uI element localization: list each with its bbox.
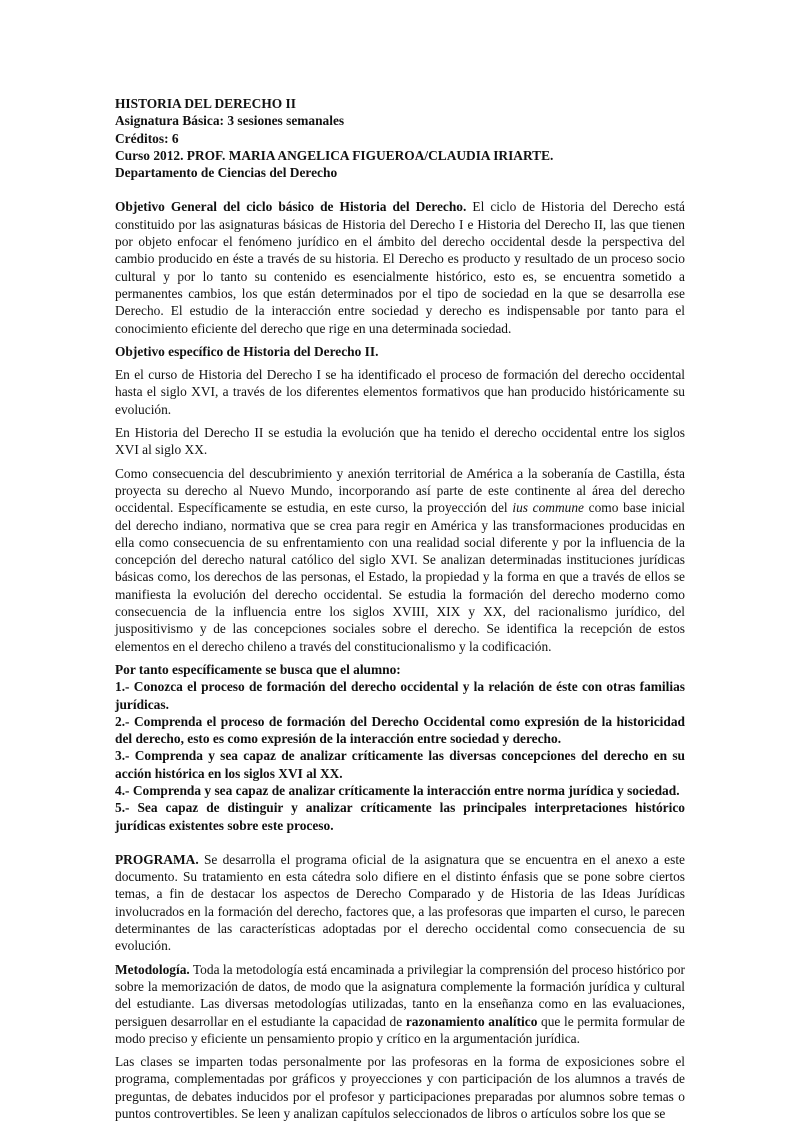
course-professors: Curso 2012. PROF. MARIA ANGELICA FIGUEROA/CLAUDIA IRIARTE. [115, 147, 554, 163]
specific-paragraph-3-start: Como consecuencia del descubrimiento y anexión territorial de América a la soberanía de Castilla, ésta proyecta su derecho al Nuevo Mundo, incorporando así parte de este continente al área del derecho occidental. Específicamente se estudia, en este curso, la proyección del [115, 465, 685, 516]
general-objective-heading: Objetivo General del ciclo básico de Historia del Derecho. [115, 199, 467, 215]
course-header [115, 95, 685, 181]
objective-item: 5.- Sea capaz de distinguir y analizar críticamente las principales interpretaciones histórico jurídicas existentes sobre este proceso. [115, 800, 685, 833]
objectives-list [115, 661, 685, 834]
objective-item: 4.- Comprenda y sea capaz de analizar críticamente la interacción entre norma jurídica y sociedad. [115, 782, 680, 798]
course-credits: Créditos: 6 [115, 130, 179, 146]
objective-item: 1.- Conozca el proceso de formación del derecho occidental y la relación de éste con otras familias jurídicas. [115, 679, 685, 712]
specific-paragraph-3 [115, 465, 685, 655]
programa-paragraph [115, 851, 685, 955]
metodologia-heading: Metodología. [115, 961, 190, 977]
specific-paragraph-2: En Historia del Derecho II se estudia la evolución que ha tenido el derecho occidental entre los siglos XVI al siglo XX. [115, 425, 685, 458]
programa-heading: PROGRAMA. [115, 851, 199, 867]
metodologia-text-start: Toda la metodología está encaminada a privilegiar la comprensión del proceso histórico por sobre la memorización de datos, de modo que la asignatura complemente la formación jurídica y cultural del estudiante. Las diversas metodologías utilizadas, tanto en la enseñanza como en las evaluaciones, persiguen desarrollar en el estudiante la capacidad de [115, 961, 685, 1029]
objective-item: 2.- Comprenda el proceso de formación del Derecho Occidental como expresión de la historicidad del derecho, esto es como expresión de la interacción entre sociedad y derecho. [115, 713, 685, 747]
general-objective-text: El ciclo de Historia del Derecho está constituido por las asignaturas básicas de Historia del Derecho I e Historia del Derecho II, las que tienen por objeto enfocar el fenómeno jurídico en el ámbito del derecho occidental desde la perspectiva del cambio producido en éste a través de su historia. El Derecho es producto y resultado de un proceso socio cultural y por lo tanto su contenido es esencialmente histórico, esto es, se encuentra sometido a permanentes cambios, los que están determinados por el tipo de sociedad en la que se desarrolla ese Derecho. El estudio de la interacción entre sociedad y derecho es indispensable por tanto para el conocimiento eficiente del derecho que rige en una determinada sociedad. [115, 199, 685, 336]
specific-paragraph-3-end: como base inicial del derecho indiano, normativa que se crea para regir en América y las transformaciones producidas en ella como consecuencia de su enfrentamiento con una realidad social diferente y por la influencia de la concepción del derecho natural católico del siglo XVI. Se analizan determinadas instituciones jurídicas básicas como, los derechos de las personas, el Estado, la propiedad y la forma en que a través de ellos se manifiesta la evolución del derecho occidental. Se estudia la formación del derecho moderno como consecuencia de la influencia entre los siglos XVIII, XIX y XX, del racionalismo jurídico, del juspositivismo y de las concepciones sociales sobre el derecho. Se identifica la recepción de estos elementos en el derecho chileno a través del constitucionalismo y la codificación. [115, 500, 685, 654]
course-department: Departamento de Ciencias del Derecho [115, 165, 338, 181]
specific-paragraph-1: En el curso de Historia del Derecho I se ha identificado el proceso de formación del derecho occidental hasta el siglo XVI, a través de los diferentes elementos formativos que han producido históricamente su evolución. [115, 367, 685, 417]
metodologia-paragraph [115, 961, 685, 1047]
objective-item: 3.- Comprenda y sea capaz de analizar críticamente las diversas concepciones del derecho en su acción histórica en los siglos XVI al XX. [115, 748, 685, 781]
programa-text: Se desarrolla el programa oficial de la asignatura que se encuentra en el anexo a este documento. Su tratamiento en esta cátedra solo difiere en el distinto énfasis que se pone sobre ciertos temas, a fin de destacar los aspectos de Derecho Comparado y de Historia de las Ideas Jurídicas involucrados en la formación del derecho, factores que, a las profesoras que imparten el curso, le parecen determinantes de las características adoptadas por el derecho occidental como consecuencia de su evolución. [115, 851, 685, 954]
document-body [115, 95, 685, 1122]
course-type: Asignatura Básica: 3 sesiones semanales [115, 113, 345, 129]
ius-commune-term: ius commune [512, 500, 584, 516]
general-objective-paragraph [115, 198, 685, 336]
course-title: HISTORIA DEL DERECHO II [115, 96, 296, 111]
objectives-intro: Por tanto específicamente se busca que el alumno: [115, 661, 401, 677]
clases-paragraph: Las clases se imparten todas personalmente por las profesoras en la forma de exposiciones sobre el programa, complementadas por gráficos y proyecciones y con participación de los alumnos a través de preguntas, de debates inducidos por el profesor y participaciones preparadas por alumnos sobre temas o puntos controvertibles. Se leen y analizan capítulos seleccionados de libros o artículos sobre los que se [115, 1054, 685, 1122]
metodologia-text-end: que le permita formular de modo preciso y eficiente un pensamiento propio y crítico en la argumentación jurídica. [115, 1013, 685, 1046]
razonamiento-analitico-term: razonamiento analítico [405, 1013, 538, 1029]
specific-objective-heading: Objetivo específico de Historia del Derecho II. [115, 343, 379, 359]
